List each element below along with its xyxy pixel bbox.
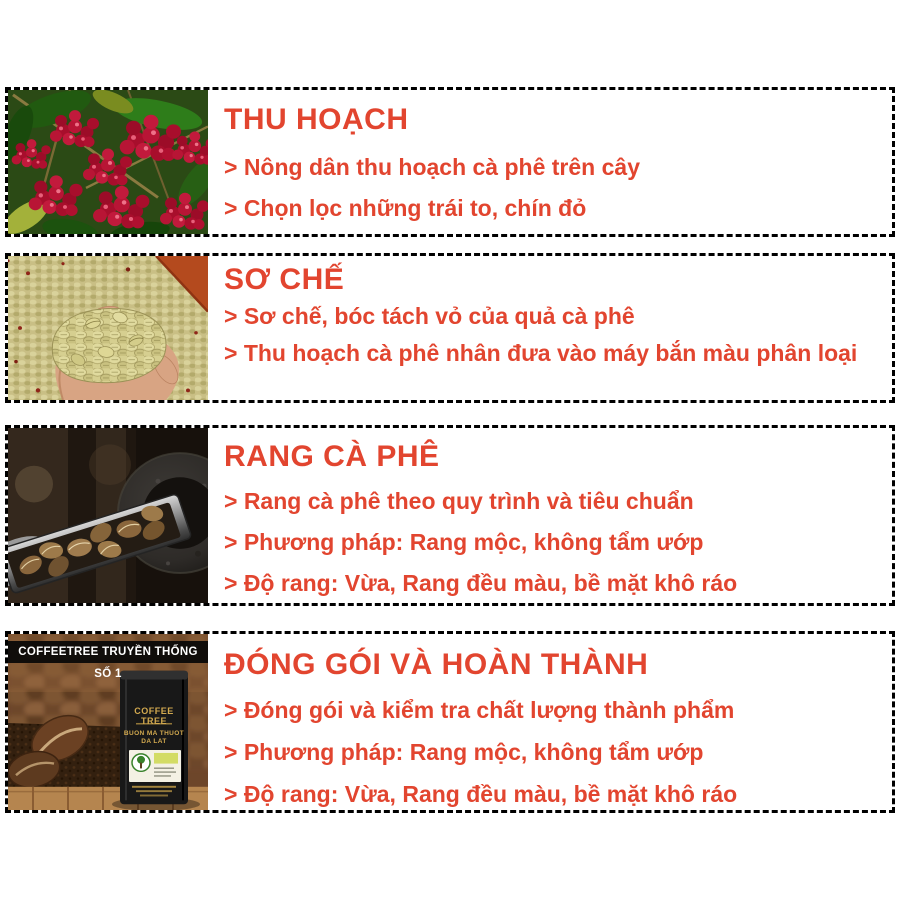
bullet-line: > Độ rang: Vừa, Rang đều màu, bề mặt khô ráo — [224, 570, 738, 596]
so-che-image — [8, 256, 208, 400]
section-so-che — [5, 253, 895, 403]
dong-goi-image — [8, 634, 208, 810]
bag-brand-label: COFFEE TREE — [134, 706, 174, 726]
bullet-line: > Nông dân thu hoạch cà phê trên cây — [224, 154, 640, 180]
section-title: THU HOẠCH — [224, 103, 409, 136]
bullet-line: > Rang cà phê theo quy trình và tiêu chuẩn — [224, 488, 694, 514]
package-caption-bar: COFFEETREE TRUYỀN THỐNG SỐ 1 — [8, 641, 208, 663]
bullet-line: > Phương pháp: Rang mộc, không tẩm ướp — [224, 529, 704, 555]
bullet-line: > Độ rang: Vừa, Rang đều màu, bề mặt khô ráo — [224, 781, 738, 807]
coffee-cherries-image — [8, 90, 208, 234]
green-beans-hand-image — [8, 256, 208, 400]
bag-origin-label: BUON MA THUOT — [123, 730, 185, 737]
thu-hoach-image — [8, 90, 208, 234]
rang-ca-phe-image — [8, 428, 208, 603]
bullet-line: > Phương pháp: Rang mộc, không tẩm ướp — [224, 739, 704, 765]
bag-origin-label: DA LAT — [141, 738, 167, 745]
roaster-scoop-image — [8, 428, 208, 603]
bullet-line: > Chọn lọc những trái to, chín đỏ — [224, 195, 587, 221]
section-title: RANG CÀ PHÊ — [224, 440, 440, 473]
section-thu-hoach — [5, 87, 895, 237]
bullet-line: > Thu hoạch cà phê nhân đưa vào máy bắn màu phân loại — [224, 340, 858, 366]
bullet-line: > Sơ chế, bóc tách vỏ của quả cà phê — [224, 303, 635, 329]
bullet-line: > Đóng gói và kiểm tra chất lượng thành phẩm — [224, 697, 735, 723]
section-dong-goi — [5, 631, 895, 813]
section-title: ĐÓNG GÓI VÀ HOÀN THÀNH — [224, 648, 649, 681]
section-rang-ca-phe — [5, 425, 895, 606]
section-title: SƠ CHẾ — [224, 263, 345, 296]
